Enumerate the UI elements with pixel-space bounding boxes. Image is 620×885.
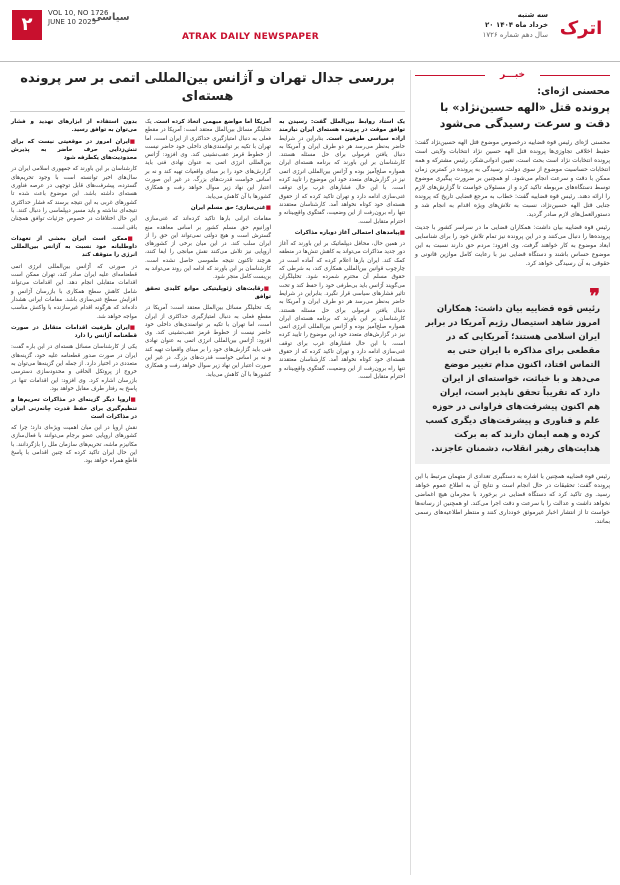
column-3-lead: بدون استفاده از ابزارهای تهدید و فشار می‌توان به توافق رسید. [11, 119, 137, 134]
column-1-text-2: در همین حال، محافل دیپلماتیک بر این باورند که آغاز دور جدید مذاکرات می‌تواند به کاهش تنش‌ها در منطقه کمک کند. ایران بارها اعلام کرده که آماده است در چارچوب قوانین بین‌المللی همکاری کند، به شرطی که حقوق مسلم آن محترم شمرده شود. تحلیلگران می‌گویند آژانس باید بی‌طرفی خود را حفظ کند و تحت تاثیر فشارهای سیاسی قرار نگیرد. [279, 241, 406, 297]
article-body-2: رئیس قوه قضاییه بیان داشت: همکاران قضایی ما در سراسر کشور با جدیت پرونده‌ها را دنبال می‌کنند و در این پرونده نیز تمام تلاش خود را برای شناسایی ابعاد موضوع به کار خواهند گرفت. وی افزود: مردم حق دارند نسبت به این موضوع حساس باشند و دستگاه قضایی نیز با رعایت کامل موازین قانونی و حقوقی به آن رسیدگی خواهد کرد. [415, 224, 610, 267]
section-name: سیاسی [92, 12, 130, 23]
column-2-text: یک تحلیلگر مسائل بین‌الملل معتقد است: آمریکا در مقطع فعلی به دنبال امتیازگیری حداکثری از ایران است، اما تهران با تکیه بر توانمندی‌های داخلی خود حاضر نیست از خطوط قرمز عقب‌نشینی کند. وی افزود: آژانس بین‌المللی انرژی اتمی به عنوان نهادی فنی باید گزارش‌های خود را بر مبنای واقعیات تهیه کند و نه بر اساس خواست قدرت‌های بزرگ. در غیر این صورت اعتبار این نهاد زیر سوال خواهد رفت و همکاری کشورها با آن کاهش می‌یابد. [145, 119, 271, 200]
date-persian [483, 10, 548, 40]
column-1-text-3: بنابراین در شرایط حاضر به‌نظر می‌رسد هر دو طرف ایران و آمریکا به دنبال یافتن فرمولی برای حل مسئله هستند. کارشناسان بر این باورند که برنامه هسته‌ای ایران همواره صلح‌آمیز بوده و آژانس بین‌المللی انرژی اتمی نیز در گزارش‌های متعدد خود این موضوع را تایید کرده است. با این حال فشارهای غرب برای توقف غنی‌سازی ادامه دارد و تهران تاکید کرده که از حقوق هسته‌ای خود کوتاه نخواهد آمد. کارشناسان معتقدند تنها راه برون‌رفت از این وضعیت، گفتگوی واقع‌بینانه و احترام متقابل است. [279, 290, 405, 380]
article-column-3 [11, 118, 137, 466]
article-subtitle: محسنی اژه‌ای: [537, 86, 610, 97]
brand-name: ATRAK DAILY NEWSPAPER [182, 32, 319, 42]
column-3-heading-3: ■ ایران ظرفیت اقدامات متقابل در صورت قطعنامه آژانس را دارد [11, 324, 137, 341]
right-article [415, 70, 610, 526]
article-title: پرونده قتل «الهه حسین‌نژاد» با دقت و سرعت رسیدگی می‌شود [439, 101, 610, 130]
column-3-text-3: یکی از کارشناسان مسائل هسته‌ای در این باره گفت: ایران در صورت صدور قطعنامه علیه خود، گزینه‌های متعددی در اختیار دارد. از جمله این گزینه‌ها می‌توان به خروج از پروتکل الحاقی و محدودسازی دسترسی بازرسان اشاره کرد. وی افزود: این اقدامات تنها در پاسخ به رفتار طرف مقابل خواهد بود. [11, 344, 137, 392]
article-columns [10, 118, 405, 466]
main-article-title: بررسی جدال تهران و آژانس بین‌المللی اتمی بر سر پرونده هسته‌ای [10, 70, 405, 112]
column-1-lead: یک استاد روابط بین‌الملل گفت: رسیدن به توافق موقت در پرونده هسته‌ای ایران نیازمند اراده سیاسی طرفین است. [279, 119, 406, 142]
column-2-text-3: یک تحلیلگر مسائل بین‌الملل معتقد است: آمریکا در مقطع فعلی به دنبال امتیازگیری حداکثری از ایران است، اما تهران با تکیه بر توانمندی‌های داخلی خود حاضر نیست از خطوط قرمز عقب‌نشینی کند. وی افزود: آژانس بین‌المللی انرژی اتمی به عنوان نهادی فنی باید گزارش‌های خود را بر مبنای واقعیات تهیه کند و نه بر اساس خواست قدرت‌های بزرگ. در غیر این صورت اعتبار این نهاد زیر سوال خواهد رفت و همکاری کشورها با آن کاهش می‌یابد. [145, 305, 271, 378]
date-english: JUNE 10 2025 [48, 18, 97, 26]
article-body-3: رئیس قوه قضاییه همچنین با اشاره به دستگیری تعدادی از متهمان مرتبط با این پرونده گفت: تحقیقات در حال انجام است و نتایج آن به اطلاع عموم خواهد رسید. وی تاکید کرد که دستگاه قضایی در برخورد با مجرمان هیچ اغماضی نخواهد داشت و عدالت را با سرعت و دقت اجرا می‌کند. او همچنین از رسانه‌ها خواست تا از انتشار اخبار غیرموثق خودداری کنند و منتظر اطلاعیه‌های رسمی بمانند. [415, 473, 610, 525]
volume-number: VOL 10, NO 1726 [48, 9, 109, 17]
column-2-text-2: مقامات ایرانی بارها تاکید کرده‌اند که غنی‌سازی اورانیوم حق مسلم کشور بر اساس معاهده منع گسترش است و هیچ دولتی نمی‌تواند این حق را از ایران سلب کند. در این میان برخی از کشورهای اروپایی نیز تلاش می‌کنند نقش میانجی را ایفا کنند، هرچند تاکنون نتیجه ملموسی حاصل نشده است. کارشناسان بر این باورند که ادامه این روند می‌تواند به بن‌بست کامل منجر شود. [145, 216, 271, 281]
newspaper-logo [554, 6, 608, 48]
article-body-1: محسنی اژه‌ای رئیس قوه قضاییه درخصوص موضوع قتل الهه حسین‌نژاد گفت: حفیظ اخلاقی تجاوزی‌ها پرونده قتل الهه حسین نژاد انتخابات ولایتی است پرونده انتخابات نژاد است بحث است، تعیین ادوانی‌شکر، رئیس مشترکه و همه انتخابات حساسیت موضوع از سوی دولت، رسیدگی به پرونده در کمترین زمان ممکن با دقت و سرعت انجام می‌شود. او همچنین بر ضرورت پیگیری موضوع توسط دستگاه‌های مربوطه تاکید کرد و از مسئولان خواست تا گزارش‌های لازم را ارائه دهند. رئیس قوه قضاییه گفت: خطاب به مرجع قضایی تاریخ که پرونده جنایی قتل الهه حسین‌نژاد، نسبت به تلاش‌های ویژه اقدام به انجام شد و دستورالعمل‌های لازم صادر گردید. [415, 139, 610, 218]
date-persian-text: سه شنبه ۲۰ خرداد ماه ۱۴۰۴ [484, 11, 548, 29]
article-column-1 [279, 118, 405, 466]
column-3-heading-2: ■ ممکن است ایران بخشی از تعهدات داوطلبانه خود نسبت به آژانس بین‌المللی انرژی را متوقف کند [11, 235, 137, 260]
article-column-2 [145, 118, 271, 466]
main-article [10, 70, 405, 466]
logo-text: اترک [559, 18, 603, 39]
page-number: ۲ [12, 10, 42, 40]
pull-quote [415, 276, 610, 464]
column-1-text: بنابراین در شرایط حاضر به‌نظر می‌رسد هر دو طرف ایران و آمریکا به دنبال یافتن فرمولی برای حل مسئله هستند. کارشناسان بر این باورند که برنامه هسته‌ای ایران همواره صلح‌آمیز بوده و آژانس بین‌المللی انرژی اتمی نیز در گزارش‌های متعدد خود این موضوع را تایید کرده است. با این حال فشارهای غرب برای توقف غنی‌سازی ادامه دارد و تهران تاکید کرده که از حقوق هسته‌ای خود کوتاه نخواهد آمد. کارشناسان معتقدند تنها راه برون‌رفت از این وضعیت، گفتگوی واقع‌بینانه و احترام متقابل است. [279, 135, 405, 225]
article-kicker: خبـــر [415, 70, 610, 80]
issue-info: سال دهم شماره ۱۷۲۶ [482, 31, 548, 39]
column-divider [410, 70, 411, 875]
column-3-text-4: نقش اروپا در این میان اهمیت ویژه‌ای دارد؛ چرا که کشورهای اروپایی عضو برجام می‌توانند با فعال‌سازی مکانیزم ماشه، تحریم‌های سازمان ملل را بازگردانند. با این حال ایران تاکید کرده که چنین اقدامی با پاسخ قاطع همراه خواهد بود. [11, 425, 137, 465]
column-2-heading-2: ■ رقابت‌های ژئوپلیتیکی موانع کلیدی تحقق توافق [145, 285, 271, 302]
page-header [0, 0, 620, 62]
column-2-lead: آمریکا اما مواضع مبهمی اتخاذ کرده است. [153, 119, 271, 125]
quote-mark-icon: ❞ [589, 284, 600, 308]
column-2-heading: ■ غنی‌سازی؛ حق مسلم ایران [145, 204, 271, 212]
column-3-heading-4: ■ اروپا دیگر گزینه‌ای در مذاکرات تحریم‌ها و تنظیم‌گیری برای حفظ قدرت چانه‌زنی ایران در مذاکرات است [11, 396, 137, 421]
column-1-heading: ■ پیامدهای احتمالی آغاز دوباره مذاکرات [279, 229, 405, 237]
pull-quote-text: رئیس قوه قضاییه بیان داشت: همکاران امروز شاهد استیصال رژیم آمریکا در برابر ایران اسلامی هستند؛ آمریکایی که در مقطعی برای مذاکره با ایران حتی به التماس افتاد، اکنون مدام تغییر موضع می‌دهد و با خباثت، خواسته‌ای از ایران دارد که تقریباً تحقق ناپذیر است، ایران هم اکنون پیشرفت‌های فراوانی در حوزه علم و فناوری و پیشرفت‌های دیگری کسب کرده و همه ایمان دارند که به برکت هدایت‌های رهبر انقلاب، دشمنان عاجزند. [425, 304, 600, 454]
column-3-text-2: در صورتی که آژانس بین‌المللی انرژی اتمی قطعنامه‌ای علیه ایران صادر کند، تهران ممکن است اقدامات متقابلی انجام دهد. این اقدامات می‌تواند شامل کاهش سطح همکاری با بازرسان آژانس و افزایش سطح غنی‌سازی باشد. مقامات ایرانی هشدار داده‌اند که هرگونه اقدام غیرسازنده با واکنش مناسب مواجه خواهد شد. [11, 263, 137, 320]
column-3-heading: ■ ایران امروز در موقعیتی نیست که برای تنش‌زدایی حرف حاضر به پذیرش محدودیت‌های یکطرفه شود [11, 138, 137, 163]
column-3-text: کارشناسان بر این باورند که جمهوری اسلامی ایران در سال‌های اخیر توانسته است با وجود تحریم‌های گسترده، پیشرفت‌های قابل توجهی در عرصه فناوری هسته‌ای داشته باشد. این موضوع باعث شده تا کشورهای غربی به این نتیجه برسند که فشار حداکثری نتیجه‌ای نداشته و باید مسیر دیپلماسی را دنبال کنند. با این حال اختلافات در خصوص جزئیات توافق همچنان باقی است. [11, 166, 137, 231]
